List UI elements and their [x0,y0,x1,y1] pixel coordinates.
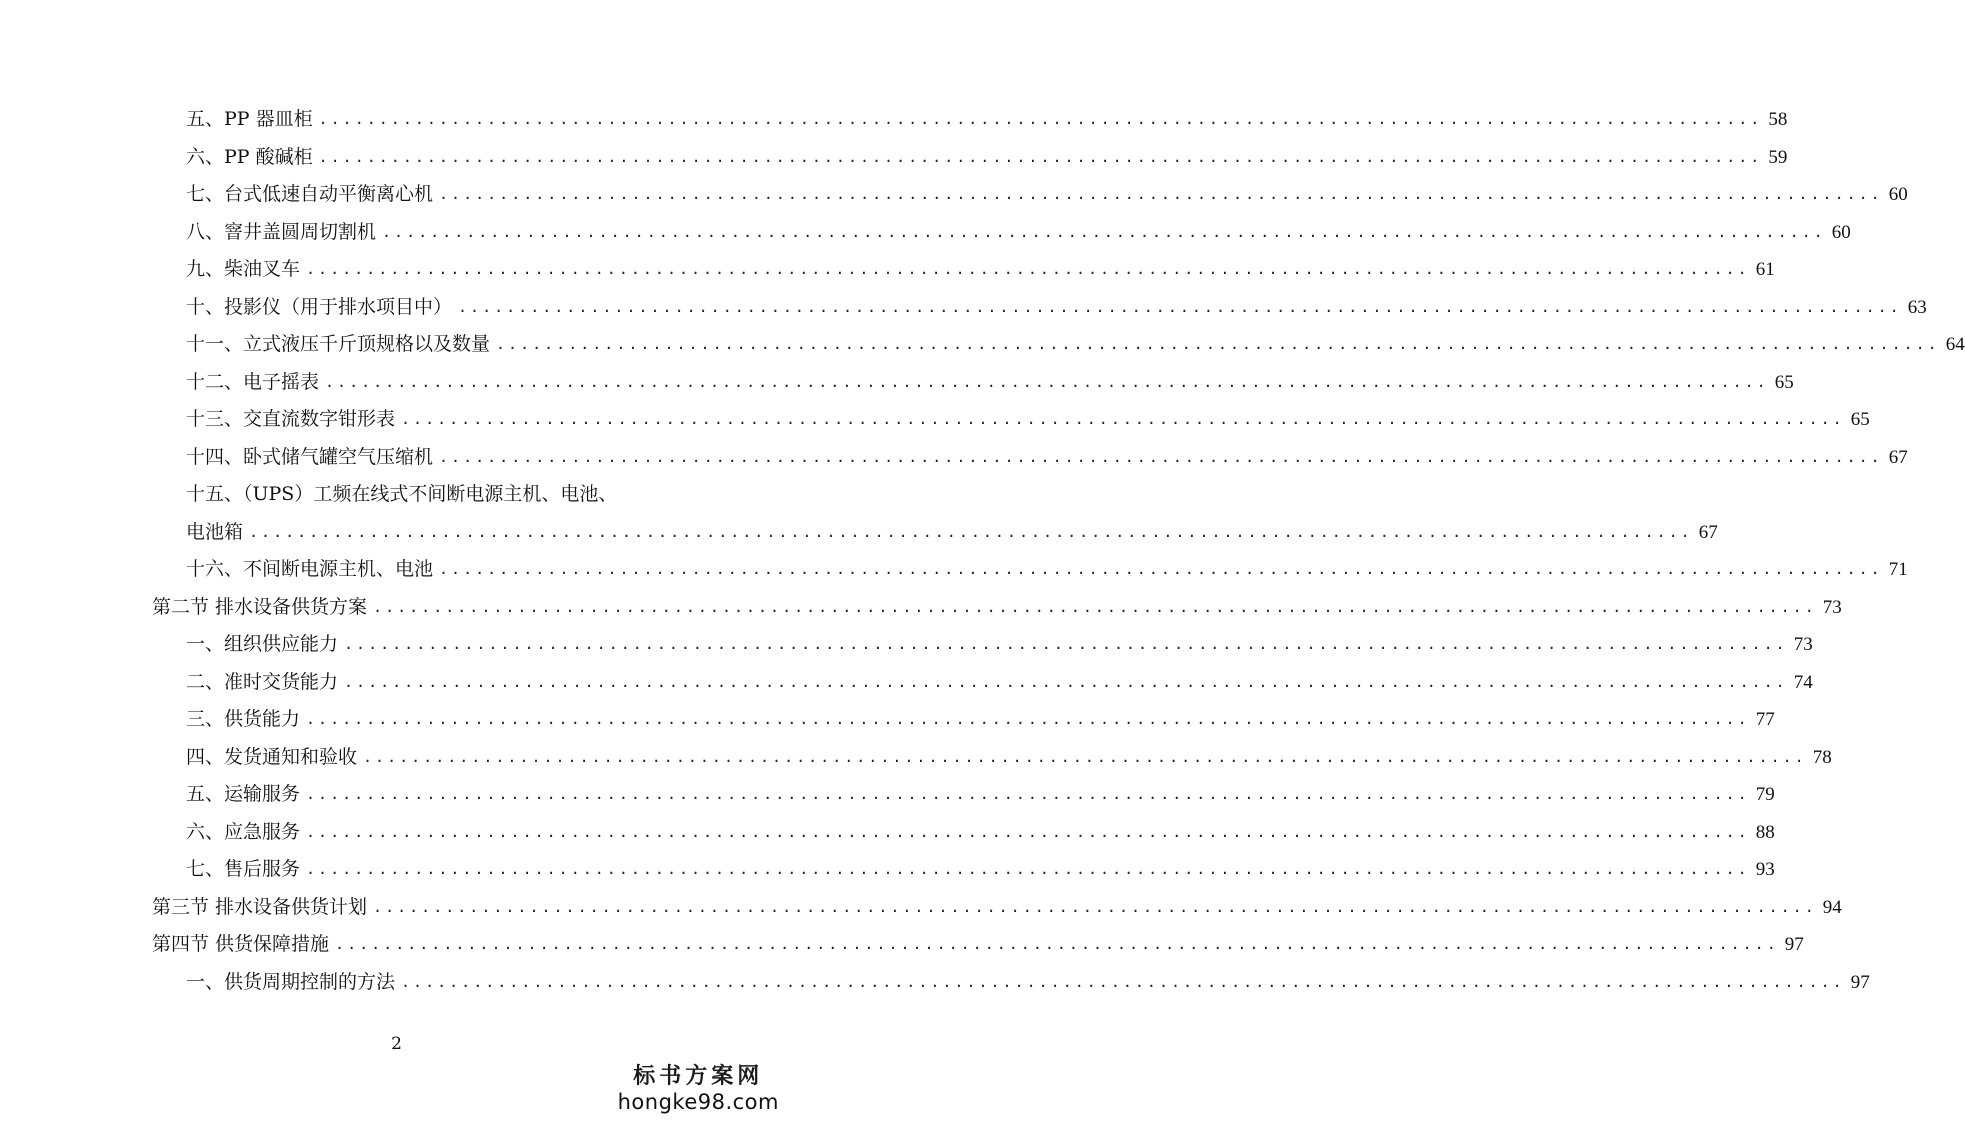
toc-entry[interactable] [186,176,1908,214]
toc-page-number: 97 [1850,971,1870,993]
toc-entry-title: 二、准时交货能力 [186,670,339,693]
toc-entry-title: 八、窨井盖圆周切割机 [186,220,377,243]
toc-entry-title: 十、投影仪（用于排水项目中） [186,295,453,318]
toc-page-number: 73 [1793,634,1813,656]
toc-entry[interactable] [186,626,1813,664]
toc-entry-title: 三、供货能力 [186,708,301,731]
toc-entry[interactable] [186,364,1794,402]
toc-entry[interactable] [186,401,1870,439]
toc-entry-title: 六、PP 酸碱柜 [186,145,313,168]
toc-entry-title: 第三节 排水设备供货计划 [152,895,368,918]
toc-page-number: 64 [1945,334,1965,356]
toc-entry[interactable] [186,214,1851,252]
toc-page-number: 60 [1831,221,1851,243]
toc-page-number: 63 [1907,296,1927,318]
toc-page-number: 67 [1888,446,1908,468]
toc-page-number: 88 [1755,821,1775,843]
toc-page-number: 78 [1812,746,1832,768]
dot-leader: ........................................................................................................................ [373,597,1817,616]
toc-entry[interactable] [186,701,1775,739]
toc-page-number: 74 [1793,671,1813,693]
dot-leader: ........................................................................................................................ [496,335,1940,354]
toc-page-number: 65 [1850,409,1870,431]
toc-entry-title: 六、应急服务 [186,820,301,843]
toc-entry-title: 十六、不间断电源主机、电池 [186,558,434,581]
toc-entry[interactable] [186,776,1775,814]
dot-leader: ........................................................................................................................ [306,260,1750,279]
toc-entry[interactable] [186,101,1788,139]
toc-page-number: 93 [1755,859,1775,881]
toc-entry-title: 一、组织供应能力 [186,633,339,656]
toc-entry-title: 第四节 供货保障措施 [152,933,330,956]
toc-entry[interactable] [186,814,1775,852]
toc-entry-title: 五、PP 器皿柜 [186,108,313,131]
dot-leader: ........................................................................................................................ [373,897,1817,916]
dot-leader: ........................................................................................................................ [249,522,1693,541]
toc-page-number: 71 [1888,559,1908,581]
toc-page-number: 65 [1774,371,1794,393]
toc-entry[interactable] [186,851,1775,889]
toc-page-number: 94 [1822,896,1842,918]
toc-entry-title: 第二节 排水设备供货方案 [152,595,368,618]
dot-leader: ........................................................................................................................ [318,147,1763,166]
toc-page-number: 97 [1784,934,1804,956]
dot-leader: ........................................................................................................................ [344,672,1788,691]
toc-page-number: 73 [1822,596,1842,618]
dot-leader: ........................................................................................................................ [458,297,1902,316]
toc-entry-title: 一、供货周期控制的方法 [186,970,396,993]
dot-leader: ........................................................................................................................ [306,785,1750,804]
toc-entry-title: 十二、电子摇表 [186,370,320,393]
watermark-name: 标书方案网 [633,1063,764,1089]
toc-entry-title-continued: 电池箱 [186,520,244,543]
dot-leader: ........................................................................................................................ [401,410,1845,429]
toc-page-number: 67 [1698,521,1718,543]
toc-entry[interactable] [186,476,672,514]
toc-entry[interactable] [186,664,1813,702]
dot-leader: ........................................................................................................................ [439,560,1883,579]
dot-leader: ........................................................................................................................ [344,635,1788,654]
dot-leader: ........................................................................................................................ [382,222,1826,241]
toc-entry-continuation[interactable] [186,514,1718,552]
toc-entry[interactable] [186,739,1832,777]
toc-entry-title: 十一、立式液压千斤顶规格以及数量 [186,333,491,356]
watermark-url: hongke98.com [617,1090,779,1114]
dot-leader: ........................................................................................................................ [306,822,1750,841]
dot-leader: ........................................................................................................................ [325,372,1769,391]
toc-entry-title: 七、台式低速自动平衡离心机 [186,183,434,206]
dot-leader: ........................................................................................................................ [335,935,1779,954]
toc-entry[interactable] [186,439,1908,477]
dot-leader: ........................................................................................................................ [439,447,1883,466]
page-number: 2 [391,1034,402,1054]
toc-entry[interactable] [186,289,1927,327]
toc-entry-title: 九、柴油叉车 [186,258,301,281]
toc-page-number: 77 [1755,709,1775,731]
toc-section-entry[interactable] [152,889,1842,927]
toc-entry-title: 十四、卧式储气罐空气压缩机 [186,445,434,468]
toc-entry[interactable] [186,251,1775,289]
site-watermark [618,1059,779,1114]
toc-page-number: 60 [1888,184,1908,206]
dot-leader: ........................................................................................................................ [306,710,1750,729]
dot-leader: ........................................................................................................................ [363,747,1807,766]
toc-page-number: 61 [1755,259,1775,281]
toc-entry-title: 四、发货通知和验收 [186,745,358,768]
dot-leader: ........................................................................................................................ [401,972,1845,991]
dot-leader: ........................................................................................................................ [439,185,1883,204]
toc-page-number: 59 [1768,146,1788,168]
toc-page-number: 79 [1755,784,1775,806]
toc-entry[interactable] [186,139,1788,177]
toc-section-entry[interactable] [152,589,1842,627]
toc-entry-title: 五、运输服务 [186,783,301,806]
toc-section-entry[interactable] [152,926,1804,964]
toc-entry-title: 十三、交直流数字钳形表 [186,408,396,431]
toc-entry-title: 十五、（UPS）工频在线式不间断电源主机、电池、 [186,483,618,506]
dot-leader: ........................................................................................................................ [306,860,1750,879]
dot-leader: ........................................................................................................................ [318,110,1763,129]
toc-entry[interactable] [186,326,1965,364]
toc-entry[interactable] [186,964,1870,1002]
toc-page-number: 58 [1768,109,1788,131]
toc-entry-title: 七、售后服务 [186,858,301,881]
toc-entry[interactable] [186,551,1908,589]
